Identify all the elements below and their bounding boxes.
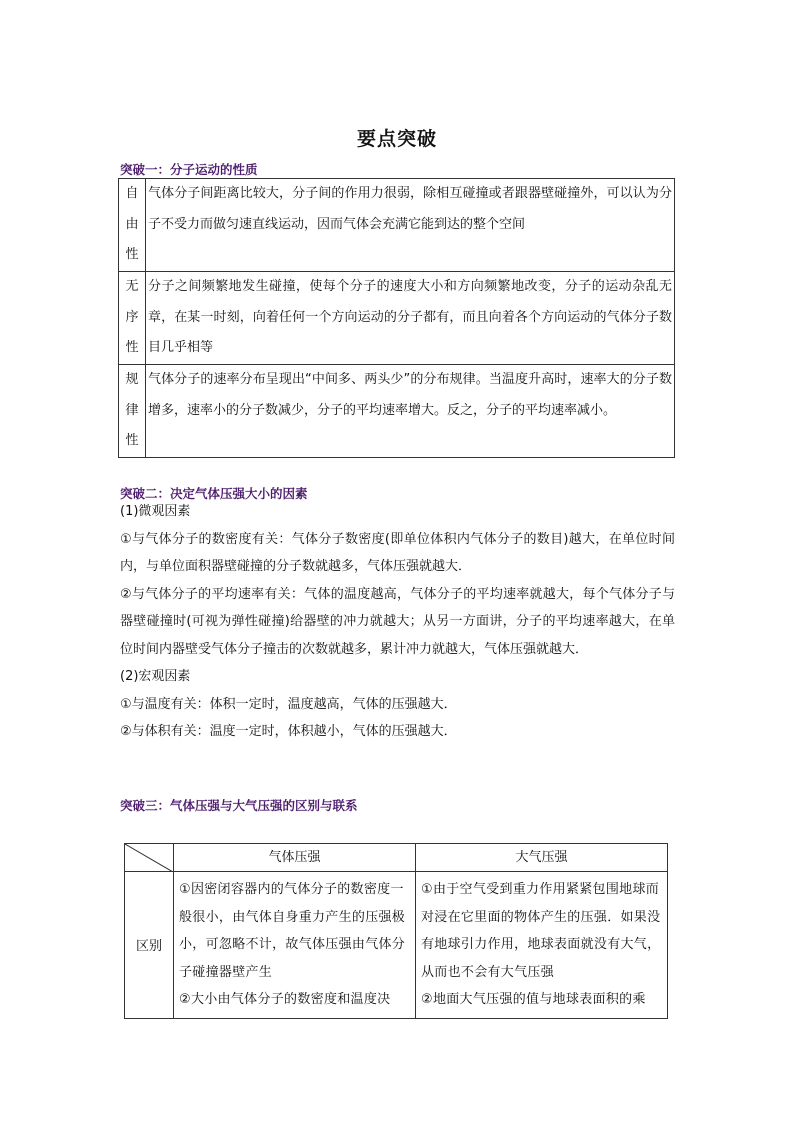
gas-pressure-point-1: ①因密闭容器内的气体分子的数密度一般很小，由气体自身重力产生的压强极小，可忽略不计，故气体压强由气体分子碰撞器壁产生: [179, 882, 406, 980]
table-row: [125, 872, 668, 1019]
section-2-heading: 突破二：决定气体压强大小的因素: [120, 486, 308, 501]
column-header-atmospheric-pressure: 大气压强: [416, 844, 668, 872]
micro-factor-2: ②与气体分子的平均速率有关：气体的温度越高，气体分子的平均速率就越大，每个气体分子与器壁碰撞时(可视为弹性碰撞)给器壁的冲力就越大；从另一方面讲，分子的平均速率越大，在单位时间内器壁受气体分子撞击的次数就越多，累计冲力就越大，气体压强就越大．: [120, 586, 675, 657]
page-title: 要点突破: [356, 128, 437, 150]
macro-factor-2: ②与体积有关：温度一定时，体积越小，气体的压强越大．: [120, 724, 457, 739]
row-label-difference: 区别: [125, 872, 174, 1019]
row-label-freedom: 自 由 性: [119, 179, 146, 272]
table-header-row: [125, 844, 668, 872]
row-text-regularity: 气体分子的速率分布呈现出“中间多、两头少”的分布规律。当温度升高时，速率大的分子数增多，速率小的分子数减少，分子的平均速率增大。反之，分子的平均速率减小。: [146, 365, 675, 458]
atmospheric-pressure-cell: [416, 872, 668, 1019]
gas-pressure-cell: [174, 872, 416, 1019]
row-label-regularity: 规 律 性: [119, 365, 146, 458]
diagonal-line: [125, 844, 173, 872]
micro-factor-1: ①与气体分子的数密度有关：气体分子数密度(即单位体积内气体分子的数目)越大，在单位时间内，与单位面积器壁碰撞的分子数就越多，气体压强就越大．: [120, 531, 675, 574]
atmospheric-pressure-point-2: ②地面大气压强的值与地球表面积的乘: [421, 992, 646, 1007]
micro-factors-title: (1)微观因素: [120, 504, 191, 519]
macro-factor-1: ①与温度有关：体积一定时，温度越高，气体的压强越大．: [120, 696, 457, 712]
diagonal-corner-cell: [125, 844, 174, 872]
row-text-disorder: 分子之间频繁地发生碰撞，使每个分子的速度大小和方向频繁地改变，分子的运动杂乱无章，在某一时刻，向着任何一个方向运动的分子都有，而且向着各个方向运动的气体分子数目几乎相等: [146, 272, 675, 365]
table-row: [119, 365, 675, 458]
table-row: [119, 272, 675, 365]
section-2-body: [120, 498, 675, 746]
section-1-heading: 突破一：分子运动的性质: [120, 162, 258, 177]
row-label-disorder: 无 序 性: [119, 272, 146, 365]
atmospheric-pressure-point-1: ①由于空气受到重力作用紧紧包围地球而对浸在它里面的物体产生的压强．如果没有地球引力作用，地球表面就没有大气，从而也不会有大气压强: [421, 882, 661, 980]
molecular-motion-table: [118, 178, 675, 458]
macro-factors-title: (2)宏观因素: [120, 669, 191, 684]
gas-pressure-point-2: ②大小由气体分子的数密度和温度决: [179, 992, 391, 1007]
row-text-freedom: 气体分子间距离比较大，分子间的作用力很弱，除相互碰撞或者跟器壁碰撞外，可以认为分子不受力而做匀速直线运动，因而气体会充满它能到达的整个空间: [146, 179, 675, 272]
pressure-comparison-table: [124, 843, 668, 1019]
section-3-heading: 突破三：气体压强与大气压强的区别与联系: [120, 798, 358, 813]
table-row: [119, 179, 675, 272]
column-header-gas-pressure: 气体压强: [174, 844, 416, 872]
